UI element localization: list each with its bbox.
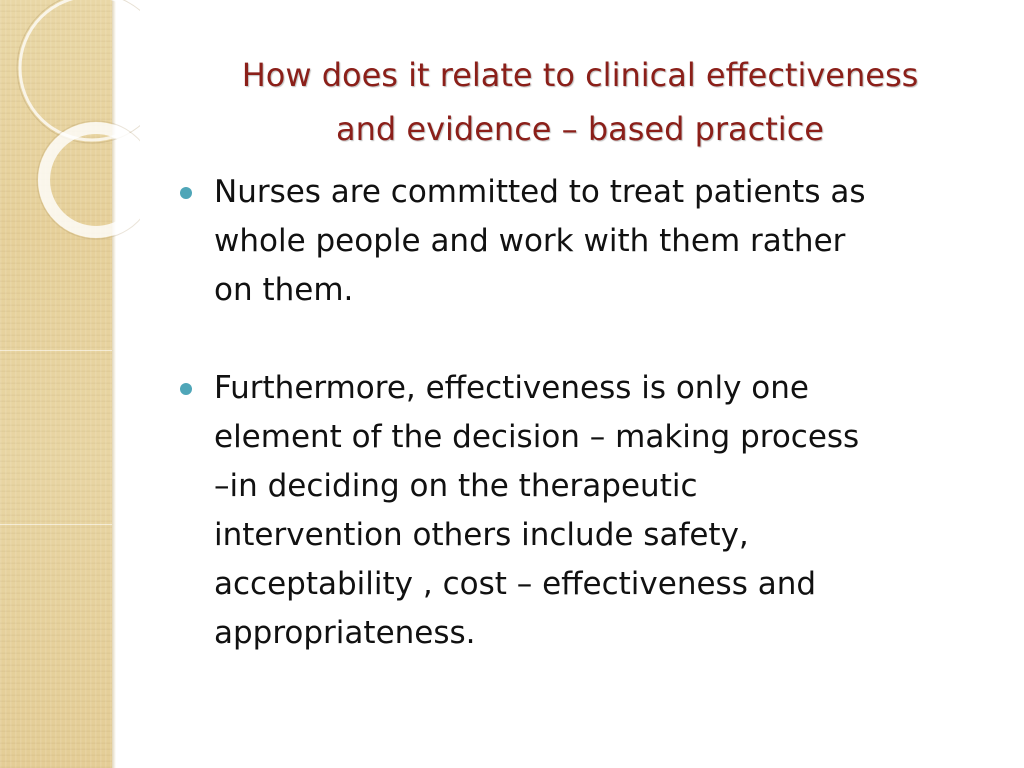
slide-title (150, 48, 1010, 156)
title-line-2: and evidence – based practice (336, 110, 824, 148)
title-line-1: How does it relate to clinical effectiveness (241, 56, 919, 94)
bullet-text-line: whole people and work with them rather (214, 223, 846, 259)
bullet-text-line: appropriateness. (214, 615, 476, 651)
bullet-text-line: on them. (214, 272, 354, 308)
bullet-text-line: element of the decision – making process (214, 419, 860, 455)
decorative-rings (0, 0, 140, 260)
bullet-item (180, 168, 1000, 315)
bullet-list (180, 168, 1000, 658)
ring-small (44, 128, 140, 232)
bullet-item (180, 364, 1000, 658)
strip-seam (0, 350, 112, 351)
strip-seam (0, 524, 112, 525)
bullet-text-line: intervention others include safety, (214, 517, 749, 553)
bullet-dot-icon (180, 187, 192, 199)
bullet-text-line: –in deciding on the therapeutic (214, 468, 698, 504)
ring-large (20, 0, 140, 140)
bullet-text-line: Furthermore, effectiveness is only one (214, 370, 809, 406)
bullet-text-line: acceptability , cost – effectiveness and (214, 566, 817, 602)
bullet-text-line: Nurses are committed to treat patients as (214, 174, 866, 210)
bullet-dot-icon (180, 383, 192, 395)
